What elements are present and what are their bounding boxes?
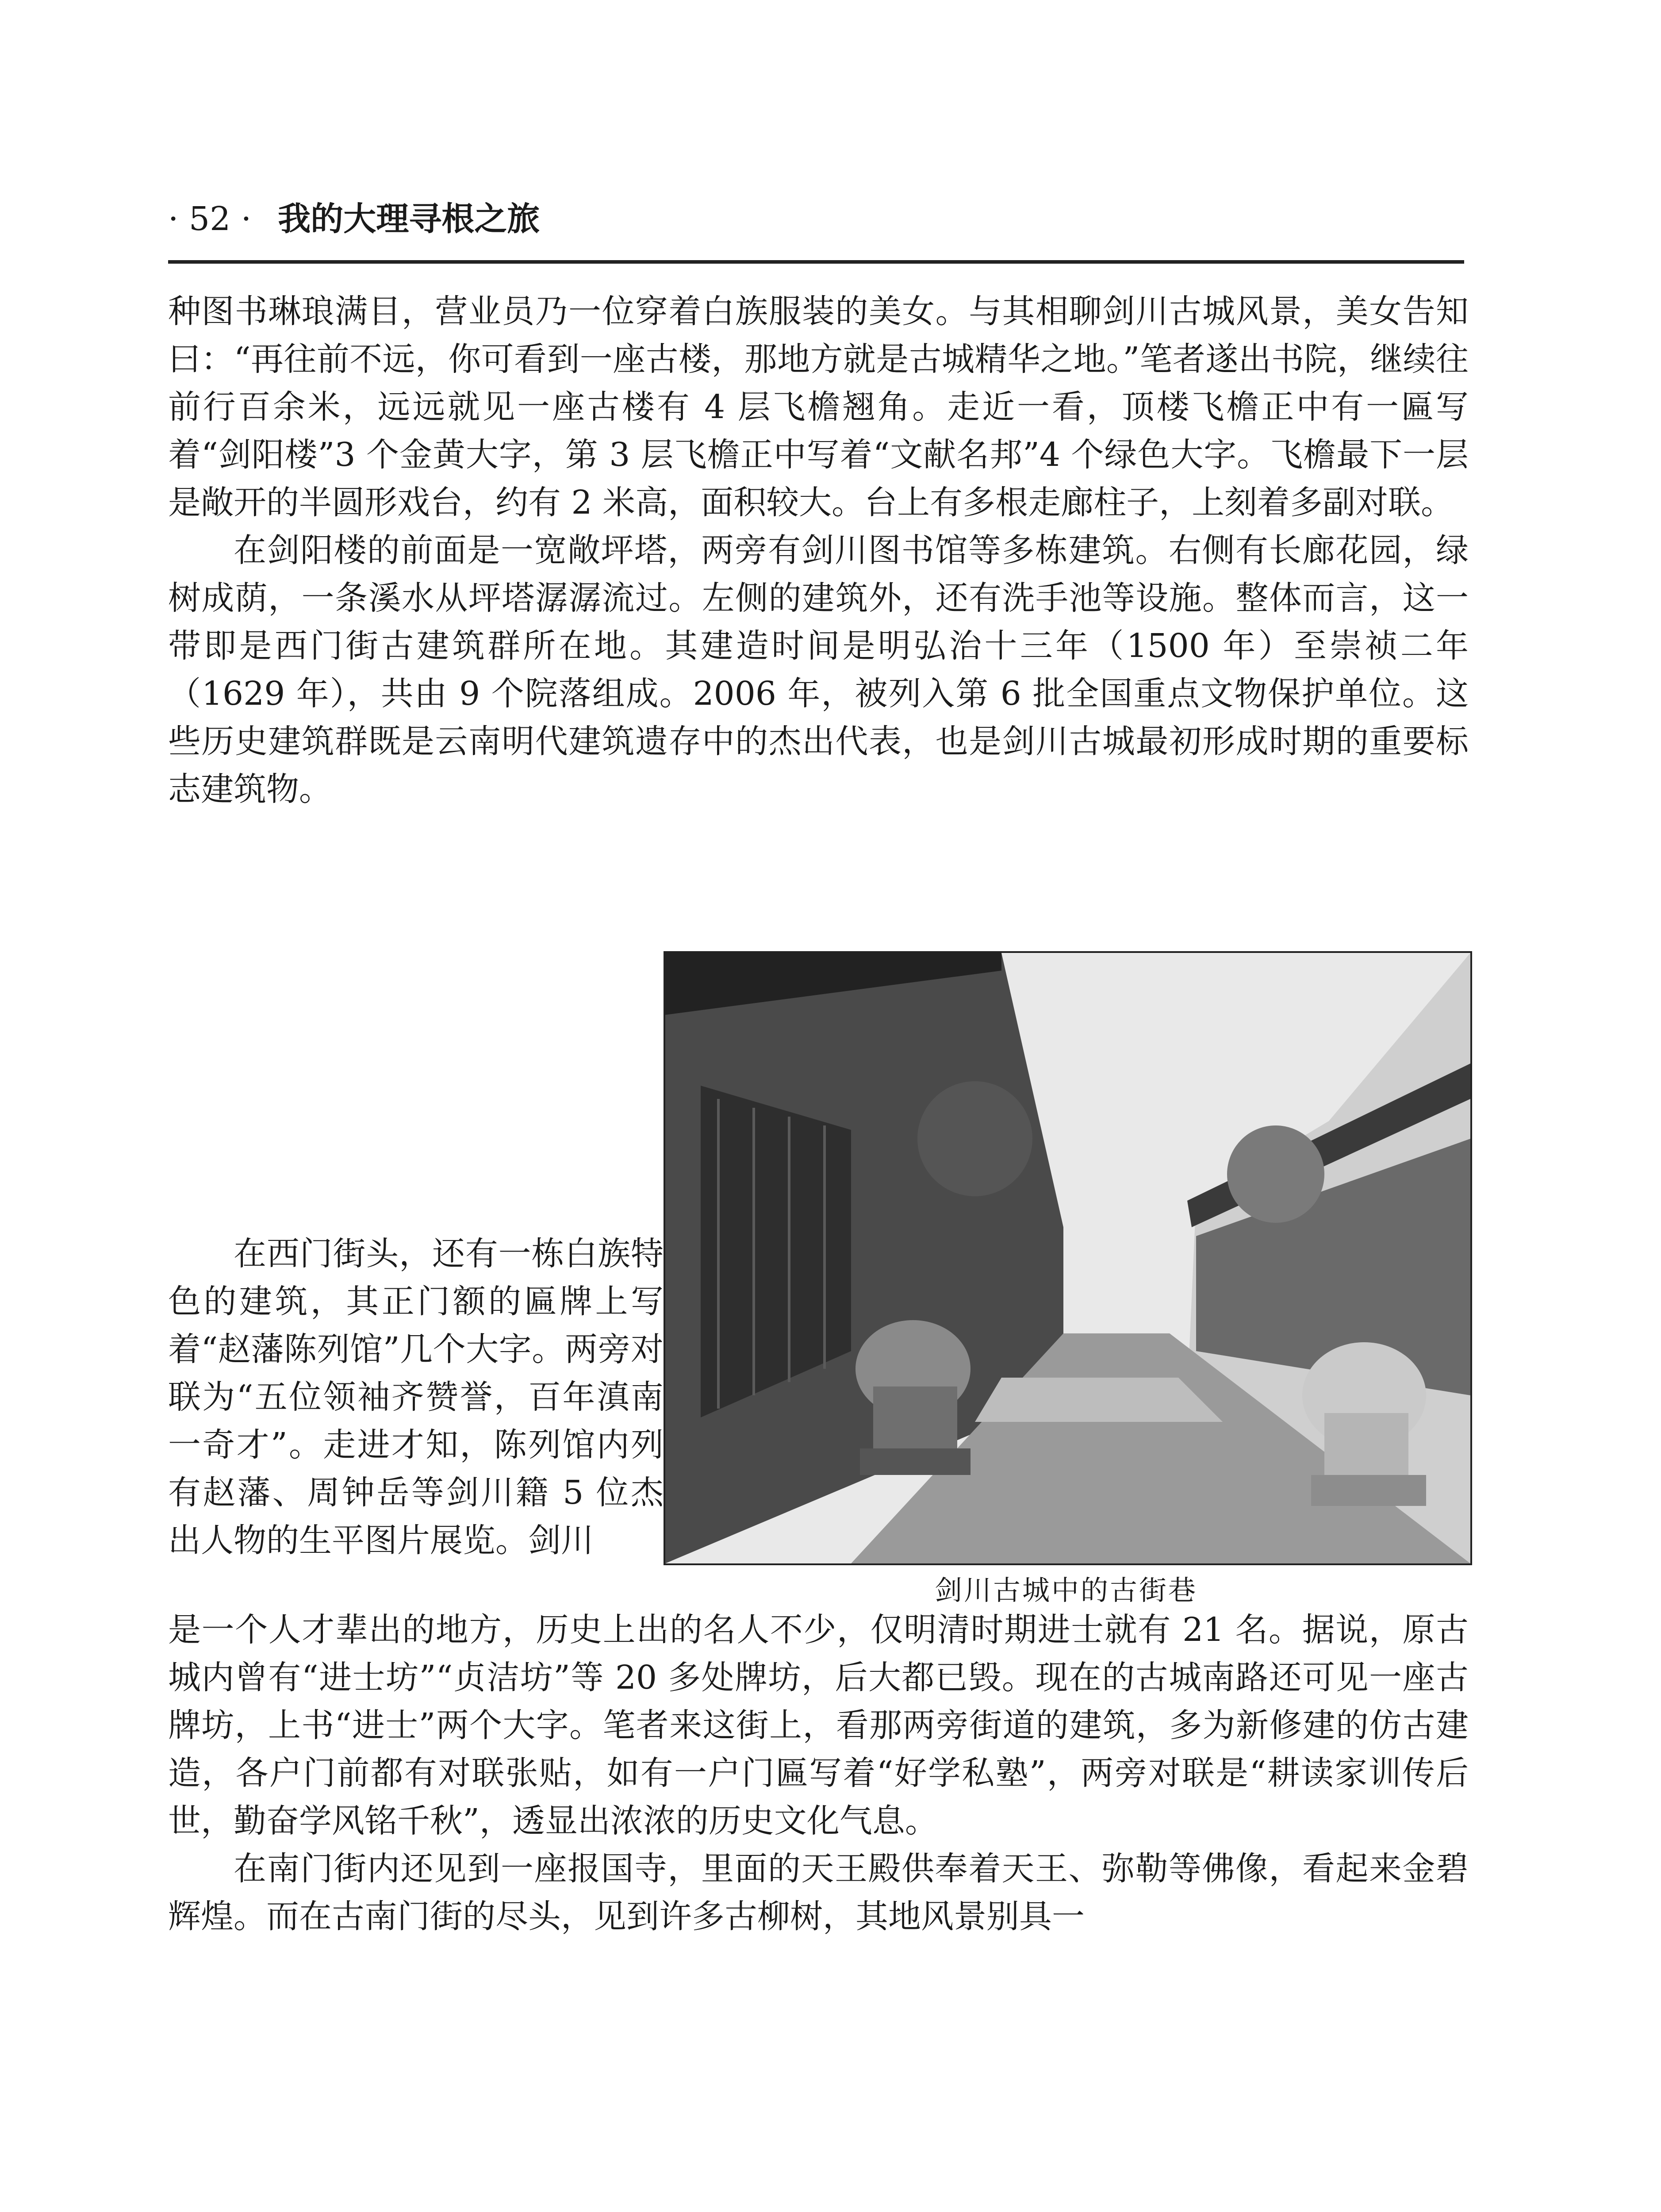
street-photo [664,951,1472,1565]
paragraph: 种图书琳琅满目，营业员乃一位穿着白族服装的美女。与其相聊剑川古城风景，美女告知曰：“再往前不远，你可看到一座古楼，那地方就是古城精华之地。”笔者遂出书院，继续往前行百余米，远远就见一座古楼有 4 层飞檐翘角。走近一看，顶楼飞檐正中有一匾写着“剑阳楼”3 个金黄大字，第 3 层飞檐正中写着“文献名邦”4 个绿色大字。飞檐最下一层是敞开的半圆形戏台，约有 2 米高，面积较大。台上有多根走廊柱子，上刻着多副对联。 [168,292,1469,522]
text-block-beside-figure [168,1230,664,1564]
text-block-top [168,288,1469,813]
running-head [168,195,1473,243]
paragraph: 是一个人才辈出的地方，历史上出的名人不少，仅明清时期进士就有 21 名。据说，原古城内曾有“进士坊”“贞洁坊”等 20 多处牌坊，后大都已毁。现在的古城南路还可见一座古牌坊，上书“进士”两个大字。笔者来这街上，看那两旁街道的建筑，多为新修建的仿古建造，各户门前都有对联张贴，如有一户门匾写着“好学私塾”，两旁对联是“耕读家训传后世，勤奋学风铭千秋”，透显出浓浓的历史文化气息。 [168,1611,1469,1840]
paragraph: 在剑阳楼的前面是一宽敞坪塔，两旁有剑川图书馆等多栋建筑。右侧有长廊花园，绿树成荫，一条溪水从坪塔潺潺流过。左侧的建筑外，还有洗手池等设施。整体而言，这一带即是西门街古建筑群所在地。其建造时间是明弘治十三年（1500 年）至崇祯二年（1629 年），共由 9 个院落组成。2006 年，被列入第 6 批全国重点文物保护单位。这些历史建筑群既是云南明代建筑遗存中的杰出代表，也是剑川古城最初形成时期的重要标志建筑物。 [168,531,1469,808]
paragraph: 在西门街头，还有一栋白族特色的建筑，其正门额的匾牌上写着“赵藩陈列馆”几个大字。两旁对联为“五位领袖齐赞誉，百年滇南一奇才”。走进才知，陈列馆内列有赵藩、周钟岳等剑川籍 5 位杰出人物的生平图片展览。剑川 [168,1235,664,1559]
page-number: · 52 · [168,200,252,238]
text-block-bottom [168,1606,1469,1940]
paragraph: 在南门街内还见到一座报国寺，里面的天王殿供奉着天王、弥勒等佛像，看起来金碧辉煌。而在古南门街的尽头，见到许多古柳树，其地风景别具一 [168,1850,1469,1936]
book-title: 我的大理寻根之旅 [278,200,540,238]
header-rule [168,260,1464,264]
figure-caption: 剑川古城中的古街巷 [934,1574,1197,1606]
